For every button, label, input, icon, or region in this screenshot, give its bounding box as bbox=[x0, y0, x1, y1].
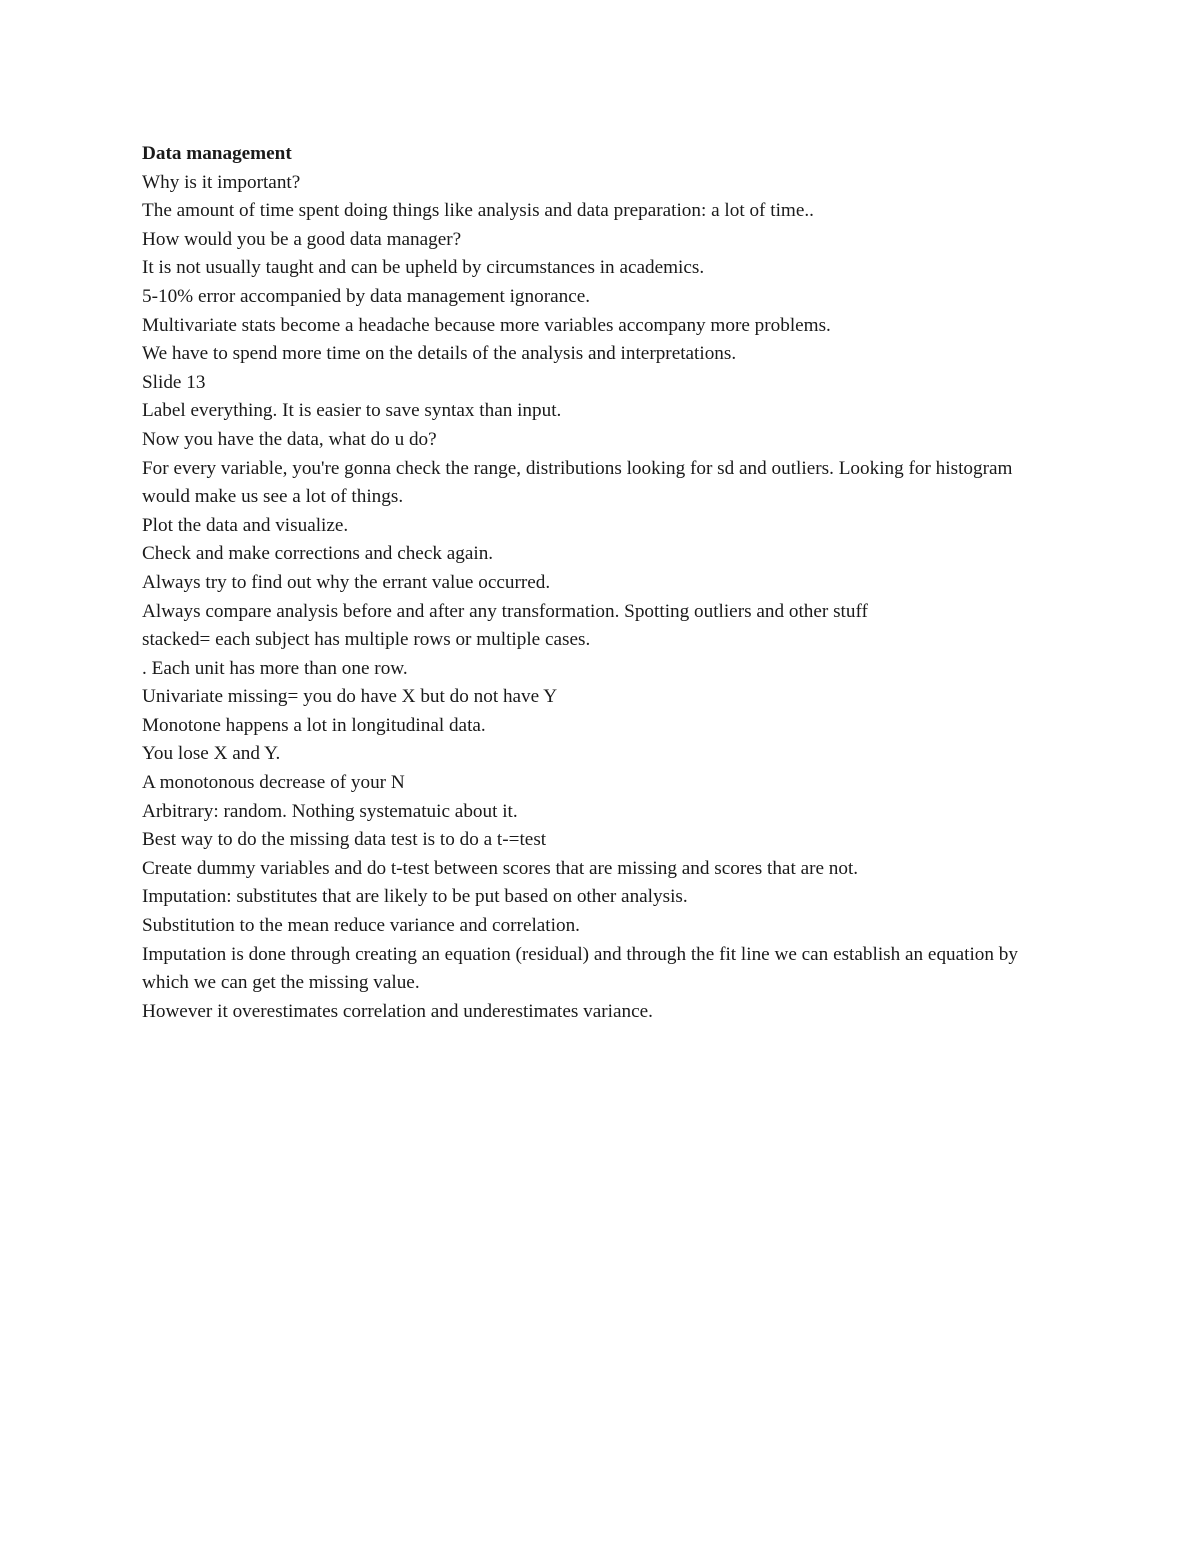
text-line-10: Now you have the data, what do u do? bbox=[142, 428, 437, 450]
text-line-9: Label everything. It is easier to save syntax than input. bbox=[142, 400, 562, 422]
text-line-15: Always compare analysis before and after any transformation. Spotting outliers and other stuff bbox=[142, 600, 868, 622]
document-body bbox=[142, 140, 1052, 1026]
text-line-3: How would you be a good data manager? bbox=[142, 228, 462, 250]
text-line-4: It is not usually taught and can be upheld by circumstances in academics. bbox=[142, 257, 705, 279]
text-line-13: Check and make corrections and check again. bbox=[142, 543, 494, 565]
text-line-28: However it overestimates correlation and underestimates variance. bbox=[142, 1000, 653, 1022]
text-line-21: A monotonous decrease of your N bbox=[142, 772, 405, 794]
text-line-5: 5-10% error accompanied by data management ignorance. bbox=[142, 285, 591, 307]
text-line-16: stacked= each subject has multiple rows or multiple cases. bbox=[142, 629, 591, 651]
text-line-23: Best way to do the missing data test is to do a t-=test bbox=[142, 829, 547, 851]
text-line-6: Multivariate stats become a headache because more variables accompany more problems. bbox=[142, 314, 831, 336]
text-line-19: Monotone happens a lot in longitudinal data. bbox=[142, 714, 486, 736]
text-line-20: You lose X and Y. bbox=[142, 743, 281, 765]
text-line-11: For every variable, you're gonna check the range, distributions looking for sd and outliers. Looking for histogram would make us see a lot of things. bbox=[142, 457, 1013, 508]
text-line-2: The amount of time spent doing things like analysis and data preparation: a lot of time.. bbox=[142, 200, 814, 222]
text-line-22: Arbitrary: random. Nothing systematuic about it. bbox=[142, 800, 518, 822]
text-line-12: Plot the data and visualize. bbox=[142, 514, 349, 536]
text-line-18: Univariate missing= you do have X but do not have Y bbox=[142, 686, 558, 708]
text-line-24: Create dummy variables and do t-test between scores that are missing and scores that are not. bbox=[142, 857, 859, 879]
text-line-1: Why is it important? bbox=[142, 171, 301, 193]
text-line-25: Imputation: substitutes that are likely to be put based on other analysis. bbox=[142, 886, 688, 908]
text-line-17: . Each unit has more than one row. bbox=[142, 657, 408, 679]
text-line-27: Imputation is done through creating an equation (residual) and through the fit line we can establish an equation by which we can get the missing value. bbox=[142, 943, 1018, 994]
document-title: Data management bbox=[142, 143, 292, 164]
text-line-8: Slide 13 bbox=[142, 371, 206, 393]
text-line-14: Always try to find out why the errant value occurred. bbox=[142, 571, 551, 593]
text-line-26: Substitution to the mean reduce variance and correlation. bbox=[142, 915, 580, 937]
text-line-7: We have to spend more time on the details of the analysis and interpretations. bbox=[142, 343, 737, 365]
